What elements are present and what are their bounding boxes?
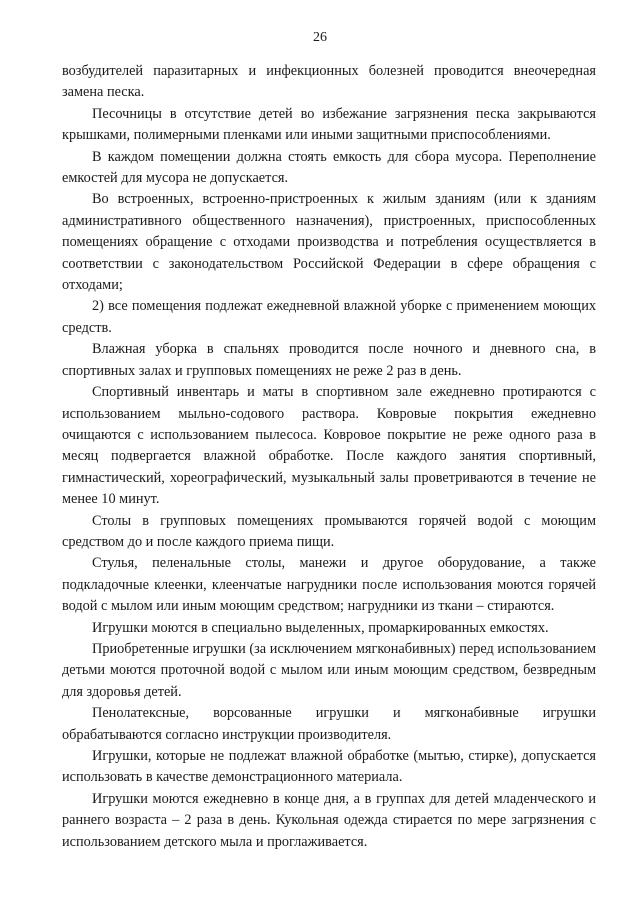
page-number: 26 [313,30,327,45]
paragraph-7: Спортивный инвентарь и маты в спортивном зале ежедневно протираются с использованием мыльно-содового раствора. Ковровые покрытия ежедневно очищаются с использованием пылесоса. Ковровое покрытие не реже одного раза в месяц подвергается влажной обработке. После каждого занятия спортивный, гимнастический, хореографический, музыкальный залы проветриваются в течение не менее 10 минут. [62,384,596,508]
paragraph-4: Во встроенных, встроенно-пристроенных к жилым зданиям (или к зданиям административного общественного назначения), пристроенных, приспособленных помещениях обращение с отходами производства и потребления осуществляется в соответствии с законодательством Российской Федерации в сфере обращения с отходами; [62,191,596,294]
document-body [62,61,596,853]
paragraph-11: Приобретенные игрушки (за исключением мягконабивных) перед использованием детьми моются проточной водой с мылом или иным моющим средством, безвредным для здоровья детей. [62,640,596,700]
paragraph-12: Пенолатексные, ворсованные игрушки и мягконабивные игрушки обрабатываются согласно инструкции производителя. [62,705,596,743]
paragraph-5: 2) все помещения подлежат ежедневной влажной уборке с применением моющих средств. [62,298,596,336]
paragraph-8: Столы в групповых помещениях промываются горячей водой с моющим средством до и после каждого приема пищи. [62,512,596,550]
paragraph-13: Игрушки, которые не подлежат влажной обработке (мытью, стирке), допускается использовать в качестве демонстрационного материала. [62,748,596,786]
paragraph-14: Игрушки моются ежедневно в конце дня, а в группах для детей младенческого и раннего возраста – 2 раза в день. Кукольная одежда стирается по мере загрязнения с использованием детского мыла и проглаживается. [62,790,596,850]
paragraph-6: Влажная уборка в спальнях проводится после ночного и дневного сна, в спортивных залах и групповых помещениях не реже 2 раз в день. [62,341,596,379]
paragraph-2: Песочницы в отсутствие детей во избежание загрязнения песка закрываются крышками, полимерными пленками или иными защитными приспособлениями. [62,105,596,144]
paragraph-10: Игрушки моются в специально выделенных, промаркированных емкостях. [92,619,549,636]
paragraph-1: возбудителей паразитарных и инфекционных болезней проводится внеочередная замена песка. [62,63,596,101]
paragraph-3: В каждом помещении должна стоять емкость для сбора мусора. Переполнение емкостей для мусора не допускается. [62,148,596,187]
paragraph-9: Стулья, пеленальные столы, манежи и другое оборудование, а также подкладочные клеенки, клеенчатые нагрудники после использования моются горячей водой с мылом или иным моющим средством; нагрудники из ткани – стираются. [62,555,596,615]
